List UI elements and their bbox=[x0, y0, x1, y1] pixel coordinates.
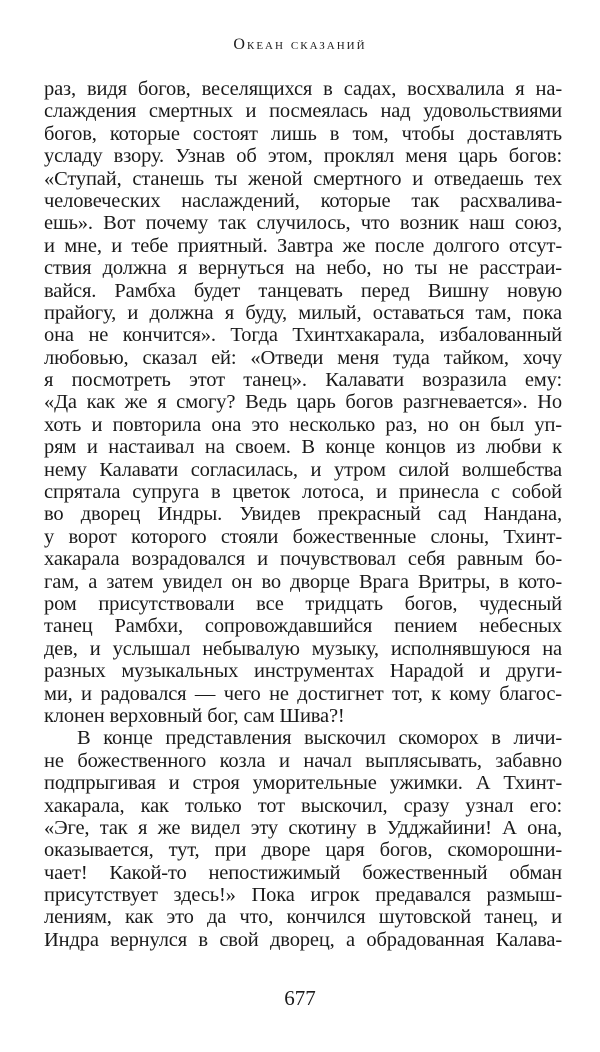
text-line: Индра вернулся в свой дворец, а обрадованная Калава- bbox=[44, 928, 562, 951]
text-line: богов, которые состоят лишь в том, чтобы доставлять bbox=[44, 122, 562, 145]
text-line: «Ступай, станешь ты женой смертного и отведаешь тех bbox=[44, 167, 562, 190]
text-line: хакарала, как только тот выскочил, сразу узнал его: bbox=[44, 794, 562, 817]
text-line: слаждения смертных и посмеялась над удовольствиями bbox=[44, 100, 562, 123]
text-line: лениям, как это да что, кончился шутовской танец, и bbox=[44, 906, 562, 929]
text-line: не божественного козла и начал выплясывать, забавно bbox=[44, 749, 562, 772]
running-head: Океан сказаний bbox=[233, 36, 367, 53]
text-line: ми, и радовался — чего не достигнет тот, к кому благос- bbox=[44, 682, 562, 705]
text-line: клонен верховный бог, сам Шива?! bbox=[44, 704, 345, 727]
text-line: разных музыкальных инструментах Нарадой и други- bbox=[44, 660, 562, 683]
text-line: усладу взору. Узнав об этом, проклял меня царь богов: bbox=[44, 145, 562, 168]
text-line: во дворец Индры. Увидев прекрасный сад Нандана, bbox=[44, 503, 562, 526]
page-number: 677 bbox=[284, 986, 316, 1010]
text-line: ешь». Вот почему так случилось, что возник наш союз, bbox=[44, 212, 562, 235]
text-line: вайся. Рамбха будет танцевать перед Вишну новую bbox=[44, 279, 562, 302]
text-line: прайогу, и должна я буду, милый, оставаться там, пока bbox=[44, 301, 562, 324]
text-line: ствия должна я вернуться на небо, но ты не расстраи- bbox=[44, 257, 562, 280]
text-line: присутствует здесь!» Пока игрок предавался размыш- bbox=[44, 884, 562, 907]
text-line: оказывается, тут, при дворе царя богов, скоморошни- bbox=[44, 839, 562, 862]
text-line: В конце представления выскочил скоморох в личи- bbox=[77, 727, 562, 750]
text-line: чает! Какой-то непостижимый божественный обман bbox=[44, 861, 562, 884]
text-line: и мне, и тебе приятный. Завтра же после долгого отсут- bbox=[44, 234, 562, 257]
text-line: гам, а затем увидел он во дворце Врага Вритры, в кото- bbox=[44, 570, 562, 593]
text-line: «Да как же я смогу? Ведь царь богов разгневается». Но bbox=[44, 391, 562, 414]
text-line: дев, и услышал небывалую музыку, исполнявшуюся на bbox=[44, 637, 562, 660]
text-line: спрятала супруга в цветок лотоса, и принесла с собой bbox=[44, 481, 562, 504]
text-line: раз, видя богов, веселящихся в садах, восхвалила я на- bbox=[44, 78, 562, 100]
text-line: рям и настаивал на своем. В конце концов из любви к bbox=[44, 436, 562, 459]
text-line: она не кончится». Тогда Тхинтхакарала, избалованный bbox=[44, 324, 562, 347]
text-line: любовью, сказал ей: «Отведи меня туда тайком, хочу bbox=[44, 346, 562, 369]
text-line: хоть и повторила она это несколько раз, но он был уп- bbox=[44, 413, 562, 436]
body-text bbox=[44, 78, 562, 951]
text-line: я посмотреть этот танец». Калавати возразила ему: bbox=[44, 369, 562, 392]
text-line: танец Рамбхи, сопровождавшийся пением небесных bbox=[44, 615, 562, 638]
text-line: «Эге, так я же видел эту скотину в Удджайини! А она, bbox=[44, 816, 562, 839]
text-line: нему Калавати согласилась, и утром силой волшебства bbox=[44, 458, 562, 481]
text-line: ром присутствовали все тридцать богов, чудесный bbox=[44, 592, 562, 615]
text-line: подпрыгивая и строя уморительные ужимки. А Тхинт- bbox=[44, 772, 562, 795]
text-line: у ворот которого стояли божественные слоны, Тхинт- bbox=[44, 525, 562, 548]
text-line: человеческих наслаждений, которые так расхвалива- bbox=[44, 189, 562, 212]
text-line: хакарала возрадовался и почувствовал себя равным бо- bbox=[44, 548, 562, 571]
